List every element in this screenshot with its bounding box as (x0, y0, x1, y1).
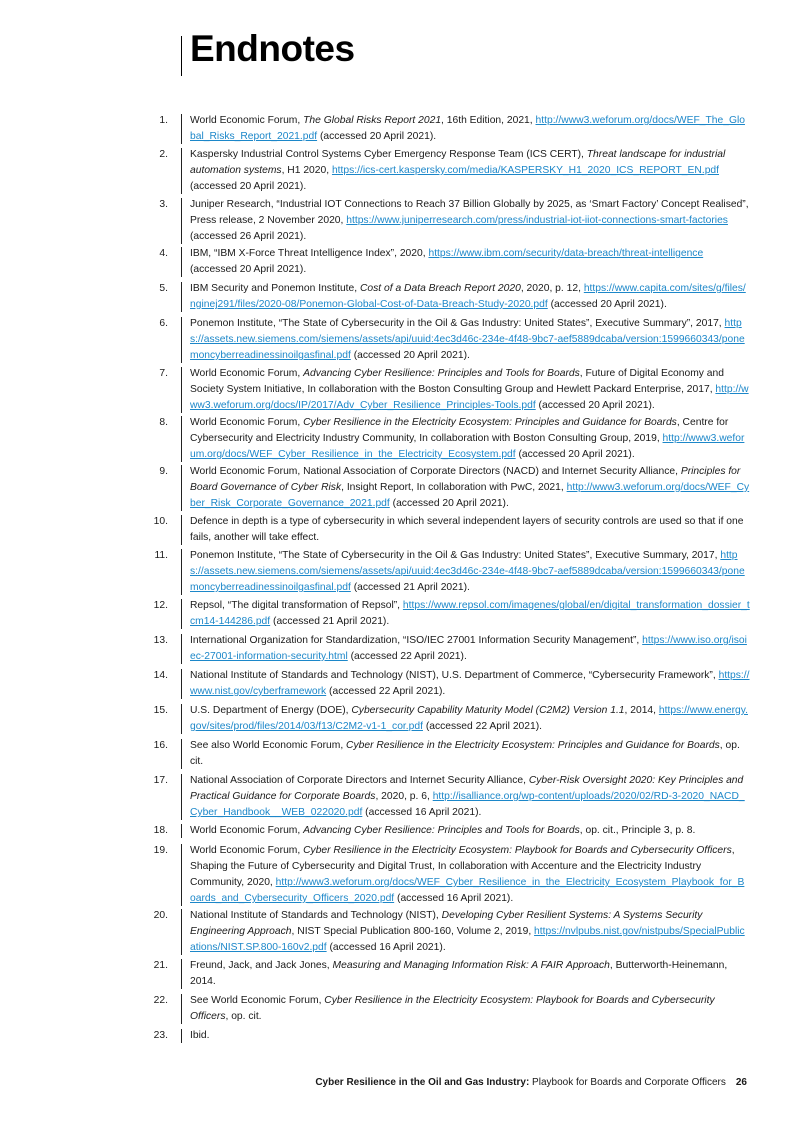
endnote-title: Cyber Resilience in the Electricity Ecosystem: Principles and Guidance for Boards (303, 417, 677, 428)
endnote-link[interactable]: https://www.repsol.com/imagenes/global/en/digital_transformation_dossier_tcm14-144286.pdf (190, 600, 750, 627)
endnote-link[interactable]: https://www.ibm.com/security/data-breach/threat-intelligence (428, 248, 704, 259)
endnote-text (190, 633, 750, 665)
endnote-segment: , H1 2020, (281, 165, 332, 176)
endnote-segment: World Economic Forum, (190, 417, 304, 428)
endnote-rule (181, 909, 182, 955)
endnote-number: 12. (153, 600, 168, 611)
endnote-number: 14. (153, 670, 168, 681)
endnote-text (190, 281, 750, 313)
endnote-segment: National Association of Corporate Directors and Internet Security Alliance, (190, 775, 529, 786)
endnote-segment: , Shaping the Future of Cybersecurity and Digital Trust, In collaboration with Accenture and the Electricity Industry Community, 2020, (190, 845, 735, 888)
page-number: 26 (735, 1077, 747, 1088)
endnote-rule (181, 549, 182, 595)
endnote-segment: (accessed 20 April 2021). (389, 498, 509, 509)
endnote-number: 16. (153, 740, 168, 751)
endnote-title: Cyber Resilience in the Electricity Ecosystem: Playbook for Boards and Cybersecurity Officers (190, 995, 715, 1022)
title-rule (181, 36, 182, 76)
endnote-segment: World Economic Forum, (190, 368, 304, 379)
endnote-segment: Ponemon Institute, “The State of Cybersecurity in the Oil & Gas Industry: United States”, Executive Summary”, 2017, (190, 318, 725, 329)
endnote-link[interactable]: http://www3.weforum.org/docs/WEF_The_Global_Risks_Report_2021.pdf (190, 115, 745, 142)
endnote-segment: Kaspersky Industrial Control Systems Cyber Emergency Response Team (ICS CERT), (190, 149, 587, 160)
page-title: Endnotes (190, 28, 355, 69)
endnote-segment: (accessed 16 April 2021). (326, 942, 446, 953)
endnote-number: 19. (153, 845, 168, 856)
endnote-segment: (accessed 22 April 2021). (347, 651, 467, 662)
endnote-segment: (accessed 16 April 2021). (394, 893, 514, 904)
endnote-segment: (accessed 16 April 2021). (362, 807, 482, 818)
endnote-link[interactable]: https://ics-cert.kaspersky.com/media/KASPERSKY_H1_2020_ICS_REPORT_EN.pdf (331, 165, 720, 176)
endnote-rule (181, 247, 182, 277)
endnote-title: Cyber Resilience in the Electricity Ecosystem: Principles and Guidance for Boards (346, 740, 720, 751)
endnote-title: Cybersecurity Capability Maturity Model (C2M2) Version 1.1 (351, 705, 625, 716)
endnote-segment: World Economic Forum, (190, 845, 304, 856)
endnote-segment: (accessed 21 April 2021). (270, 616, 390, 627)
endnote-text (190, 598, 750, 630)
endnote-number: 5. (159, 283, 168, 294)
endnote-title: The Global Risks Report 2021 (303, 115, 442, 126)
endnote-segment: See also World Economic Forum, (190, 740, 347, 751)
endnote-segment: , Insight Report, In collaboration with PwC, 2021, (341, 482, 567, 493)
endnote-segment: (accessed 21 April 2021). (350, 582, 470, 593)
endnote-text (190, 843, 750, 907)
page-footer (315, 1077, 747, 1088)
endnote-title: Cyber Resilience in the Electricity Ecosystem: Playbook for Boards and Cybersecurity Officers (303, 845, 732, 856)
endnote-segment: IBM Security and Ponemon Institute, (190, 283, 360, 294)
endnote-number: 10. (153, 516, 168, 527)
endnote-title: Threat landscape for industrial automation systems (190, 149, 726, 176)
endnote-rule (181, 994, 182, 1024)
endnote-rule (181, 114, 182, 144)
endnote-segment: Juniper Research, “Industrial IOT Connections to Reach 37 Billion Globally by 2025, as ‘Smart Factory’ Concept Realised”, Press release, 2 November 2020, (190, 199, 749, 226)
endnote-rule (181, 317, 182, 363)
endnote-segment: Ibid. (190, 1030, 210, 1041)
endnote-number: 3. (159, 199, 168, 210)
endnote-link[interactable]: https://www.capita.com/sites/g/files/nginej291/files/2020-08/Ponemon-Global-Cost-of-Data-Breach-Study-2020.pdf (190, 283, 746, 310)
endnote-segment: , 2020, p. 6, (375, 791, 433, 802)
endnote-segment: (accessed 20 April 2021). (515, 449, 635, 460)
endnote-rule (181, 824, 182, 838)
endnote-segment: (accessed 22 April 2021). (422, 721, 543, 732)
endnote-text (190, 113, 750, 145)
endnote-text (190, 958, 750, 990)
endnote-link[interactable]: https://assets.new.siemens.com/siemens/assets/api/uuid:4ec3d46c-234e-4f48-9bc7-aef5889dcaba/version:1599660343/ponemoncyberreadinessinoilgasfinal.pdf (190, 550, 745, 593)
endnote-rule (181, 844, 182, 906)
endnote-text (190, 1028, 750, 1044)
endnote-number: 8. (159, 417, 168, 428)
endnote-text (190, 514, 750, 546)
endnote-number: 18. (153, 825, 168, 836)
endnote-rule (181, 669, 182, 699)
endnote-number: 7. (159, 368, 168, 379)
endnote-segment: World Economic Forum, National Association of Corporate Directors (NACD) and Internet Security Alliance, (190, 466, 681, 477)
endnote-title: Cyber-Risk Oversight 2020: Key Principles and Practical Guidance for Corporate Boards (190, 775, 744, 802)
endnote-link[interactable]: https://www.nist.gov/cyberframework (190, 670, 750, 697)
endnote-number: 20. (153, 910, 168, 921)
endnote-segment: (accessed 22 April 2021). (326, 686, 446, 697)
endnote-segment: National Institute of Standards and Technology (NIST), (190, 910, 442, 921)
endnote-text (190, 197, 750, 245)
endnote-segment: , Future of Digital Economy and Society System Initiative, In collaboration with the Boston Consulting Group and Hewlett Packard Enterprise, 2017, (190, 368, 724, 395)
endnote-rule (181, 704, 182, 734)
endnote-title: Advancing Cyber Resilience: Principles and Tools for Boards (303, 368, 580, 379)
endnote-text (190, 415, 750, 463)
endnote-segment: (accessed 20 April 2021). (547, 299, 667, 310)
endnote-link[interactable]: https://www.energy.gov/sites/prod/files/2014/03/f13/C2M2-v1-1_cor.pdf (190, 705, 748, 732)
endnote-segment: , NIST Special Publication 800-160, Volume 2, 2019, (291, 926, 535, 937)
endnote-segment: U.S. Department of Energy (DOE), (190, 705, 352, 716)
endnote-text (190, 823, 750, 839)
endnote-text (190, 773, 750, 821)
endnote-text (190, 147, 750, 195)
footer-report-subtitle: Playbook for Boards and Corporate Officers (529, 1077, 726, 1088)
endnote-link[interactable]: https://www.juniperresearch.com/press/industrial-iot-iiot-connections-smart-factories (346, 215, 728, 226)
endnote-link[interactable]: https://nvlpubs.nist.gov/nistpubs/SpecialPublications/NIST.SP.800-160v2.pdf (190, 926, 745, 953)
endnote-link[interactable]: https://assets.new.siemens.com/siemens/assets/api/uuid:4ec3d46c-234e-4f48-9bc7-aef5889dcaba/version:1599660343/ponemoncyberreadinessinoilgasfinal.pdf (190, 318, 745, 361)
endnote-rule (181, 634, 182, 664)
endnote-rule (181, 959, 182, 989)
endnote-text (190, 993, 750, 1025)
endnote-title: Measuring and Managing Information Risk: A FAIR Approach (332, 960, 610, 971)
endnote-segment: , 2014, (624, 705, 659, 716)
endnote-number: 9. (159, 466, 168, 477)
endnote-segment: IBM, “IBM X-Force Threat Intelligence Index”, 2020, (190, 248, 429, 259)
endnote-number: 21. (153, 960, 168, 971)
endnote-number: 23. (153, 1030, 168, 1041)
endnote-number: 6. (159, 318, 168, 329)
endnote-segment: (accessed 20 April 2021). (535, 400, 655, 411)
endnote-text (190, 316, 750, 364)
endnote-title: Advancing Cyber Resilience: Principles and Tools for Boards (303, 825, 580, 836)
endnote-number: 15. (153, 705, 168, 716)
endnote-segment: Ponemon Institute, “The State of Cybersecurity in the Oil & Gas Industry: United States”, Executive Summary, 2017, (190, 550, 721, 561)
endnote-link[interactable]: http://www3.weforum.org/docs/IP/2017/Adv_Cyber_Resilience_Principles-Tools.pdf (190, 384, 749, 411)
endnote-segment: (accessed 20 April 2021). (350, 350, 470, 361)
endnote-segment: International Organization for Standardization, “ISO/IEC 27001 Information Security Management”, (190, 635, 643, 646)
endnote-segment: See World Economic Forum, (190, 995, 325, 1006)
endnote-link[interactable]: http://www3.weforum.org/docs/WEF_Cyber_Resilience_in_the_Electricity_Ecosystem.pdf (190, 433, 745, 460)
endnote-number: 1. (159, 115, 168, 126)
endnote-segment: , 2020, p. 12, (520, 283, 584, 294)
endnote-rule (181, 1029, 182, 1043)
endnote-number: 22. (153, 995, 168, 1006)
endnote-rule (181, 282, 182, 312)
endnote-number: 4. (159, 248, 168, 259)
endnote-number: 13. (153, 635, 168, 646)
endnote-rule (181, 148, 182, 194)
endnote-segment: National Institute of Standards and Technology (NIST), U.S. Department of Commerce, “Cybersecurity Framework”, (190, 670, 719, 681)
endnote-segment: , op. cit., Principle 3, p. 8. (579, 825, 696, 836)
endnote-rule (181, 599, 182, 629)
endnote-segment: Freund, Jack, and Jack Jones, (190, 960, 333, 971)
endnote-rule (181, 416, 182, 462)
endnote-number: 11. (154, 550, 168, 561)
endnote-text (190, 668, 750, 700)
endnote-title: Cost of a Data Breach Report 2020 (359, 283, 521, 294)
endnote-rule (181, 774, 182, 820)
endnote-rule (181, 515, 182, 545)
endnote-text (190, 246, 750, 278)
endnote-title: Developing Cyber Resilient Systems: A Systems Security Engineering Approach (190, 910, 703, 937)
endnote-segment: , op. cit. (225, 1011, 262, 1022)
endnote-segment: Defence in depth is a type of cybersecurity in which several independent layers of security controls are used so that if one fails, another will take effect. (190, 516, 744, 543)
endnote-segment: , op. cit. (190, 740, 740, 767)
endnote-segment: World Economic Forum, (190, 825, 304, 836)
endnote-segment: Repsol, “The digital transformation of Repsol”, (190, 600, 403, 611)
endnote-title: Principles for Board Governance of Cyber Risk (190, 466, 741, 493)
endnote-link[interactable]: http://isalliance.org/wp-content/uploads/2020/02/RD-3-2020_NACD_Cyber_Handbook__WEB_022020.pdf (190, 791, 745, 818)
endnote-segment: (accessed 20 April 2021). (190, 181, 307, 192)
endnote-rule (181, 739, 182, 769)
endnote-text (190, 366, 750, 414)
endnote-rule (181, 367, 182, 413)
endnote-text (190, 548, 750, 596)
endnote-link[interactable]: http://www3.weforum.org/docs/WEF_Cyber_Resilience_in_the_Electricity_Ecosystem_Playbook_for_Boards_and_Cybersecurity_Officers_2020.pdf (190, 877, 745, 904)
endnote-text (190, 908, 750, 956)
endnote-segment: (accessed 26 April 2021). (190, 231, 307, 242)
endnote-link[interactable]: https://www.iso.org/isoiec-27001-information-security.html (190, 635, 747, 662)
endnote-segment: , 16th Edition, 2021, (441, 115, 536, 126)
endnote-segment: (accessed 20 April 2021). (190, 264, 307, 275)
endnote-rule (181, 198, 182, 244)
endnote-segment: (accessed 20 April 2021). (317, 131, 437, 142)
endnote-number: 2. (159, 149, 168, 160)
endnote-rule (181, 465, 182, 511)
endnote-segment: , Centre for Cybersecurity and Electricity Industry Community, In collaboration with Boston Consulting Group, 2019, (190, 417, 729, 444)
footer-report-title: Cyber Resilience in the Oil and Gas Industry: (315, 1077, 530, 1088)
endnote-link[interactable]: http://www3.weforum.org/docs/WEF_Cyber_Risk_Corporate_Governance_2021.pdf (190, 482, 750, 509)
endnote-segment: , Butterworth-Heinemann, 2014. (190, 960, 728, 987)
endnote-number: 17. (153, 775, 168, 786)
endnote-segment: World Economic Forum, (190, 115, 304, 126)
endnote-text (190, 464, 750, 512)
endnote-text (190, 703, 750, 735)
endnote-text (190, 738, 750, 770)
